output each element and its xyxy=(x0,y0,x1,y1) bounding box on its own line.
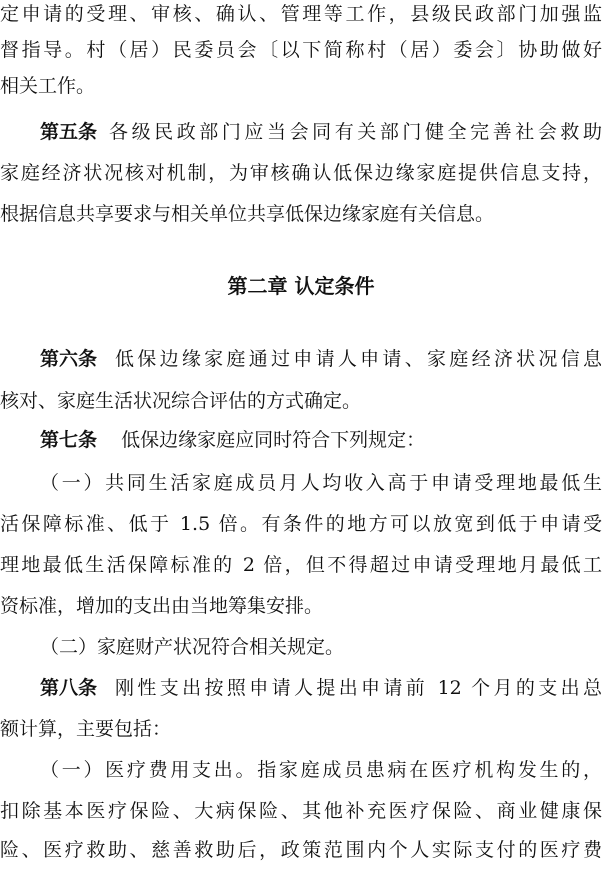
article6-line-2: 核对、家庭生活状况综合评估的方式确定。 xyxy=(0,390,362,412)
article6-label: 第六条 xyxy=(40,348,98,370)
article8-text-1: 刚性支出按照申请人提出申请前 12 个月的支出总 xyxy=(115,677,602,699)
article5-text-1: 各级民政部门应当会同有关部门健全完善社会救助 xyxy=(109,121,602,143)
article5-label: 第五条 xyxy=(40,121,98,143)
article5-line-2: 家庭经济状况核对机制，为审核确认低保边缘家庭提供信息支持， xyxy=(0,162,602,184)
article8-item1-line-2: 扣除基本医疗保险、大病保险、其他补充医疗保险、商业健康保 xyxy=(0,800,602,822)
article4-line-1: 定申请的受理、审核、确认、管理等工作，县级民政部门加强监 xyxy=(0,3,602,25)
article7-item2: （二）家庭财产状况符合相关规定。 xyxy=(40,636,345,658)
article7-item1-line-1: （一）共同生活家庭成员月人均收入高于申请受理地最低生 xyxy=(40,472,602,494)
article8-item1-line-1: （一）医疗费用支出。指家庭成员患病在医疗机构发生的， xyxy=(40,759,602,781)
article6-text-1: 低保边缘家庭通过申请人申请、家庭经济状况信息 xyxy=(115,348,602,370)
article7-item1-line-4: 资标准，增加的支出由当地筹集安排。 xyxy=(0,595,324,617)
article8-line-1 xyxy=(40,668,602,708)
article8-label: 第八条 xyxy=(40,677,98,699)
article7-item1-line-2: 活保障标准、低于 1.5 倍。有条件的地方可以放宽到低于申请受 xyxy=(0,513,602,535)
chapter-heading: 第二章 认定条件 xyxy=(227,274,375,298)
article7-line-1 xyxy=(40,420,602,460)
article4-line-2: 督指导。村（居）民委员会〔以下简称村（居）委会〕协助做好 xyxy=(0,39,602,61)
article7-item1-line-3: 理地最低生活保障标准的 2 倍，但不得超过申请受理地月最低工 xyxy=(0,554,602,576)
article6-line-1 xyxy=(40,339,602,379)
article7-label: 第七条 xyxy=(40,429,98,451)
article7-text-1: 低保边缘家庭应同时符合下列规定： xyxy=(121,429,426,451)
article5-line-1 xyxy=(40,112,602,152)
article8-item1-line-3: 险、医疗救助、慈善救助后，政策范围内个人实际支付的医疗费 xyxy=(0,839,602,861)
article4-line-3: 相关工作。 xyxy=(0,75,96,97)
article8-line-2: 额计算，主要包括： xyxy=(0,718,172,740)
article5-line-3: 根据信息共享要求与相关单位共享低保边缘家庭有关信息。 xyxy=(0,203,495,225)
